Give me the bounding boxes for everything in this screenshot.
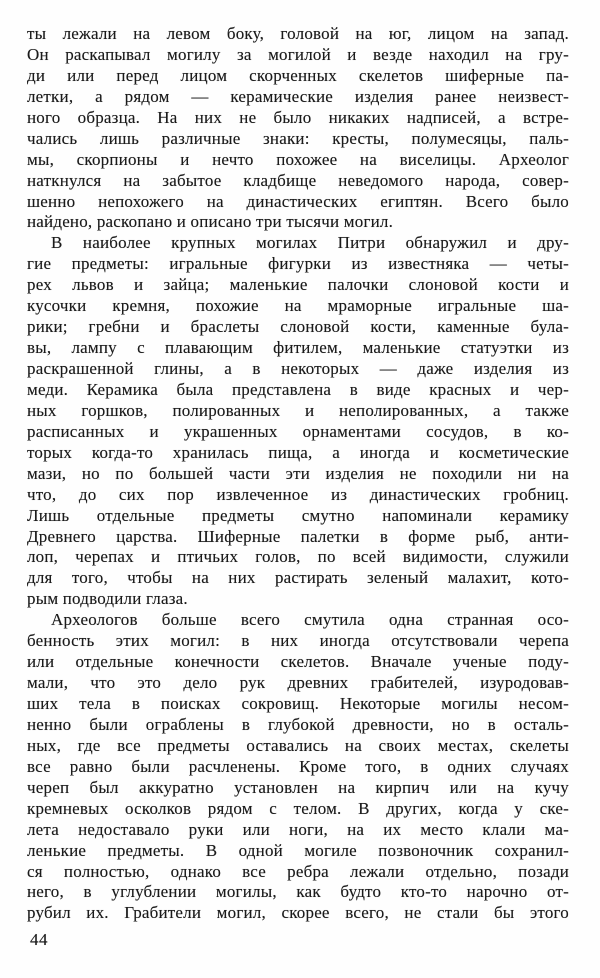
text-line: него, в углублении могилы, как будто кто-то нарочно от- xyxy=(27,882,569,902)
text-line: ся полностью, однако все ребра лежали отдельно, позади xyxy=(27,861,569,881)
text-line: ных, где все предметы оставались на своих местах, скелеты xyxy=(27,735,569,755)
text-line: Он раскапывал могилу за могилой и везде находил на гру- xyxy=(27,44,569,64)
text-line: торых когда-то хранилась пища, а иногда и косметические xyxy=(27,442,569,462)
text-line: раскрашенной глины, а в некоторых — даже изделия из xyxy=(27,359,569,378)
text-line: рубил их. Грабители могил, скорее всего, не стали бы этого xyxy=(27,903,569,923)
text-line: найдено, раскопано и описано три тысячи могил. xyxy=(27,212,394,232)
text-line: бенность этих могил: в них иногда отсутствовали черепа xyxy=(27,631,569,651)
text-line: кусочки кремня, похожие на мраморные игральные ша- xyxy=(27,296,569,316)
text-line: кремневых осколков рядом с телом. В других, когда у ске- xyxy=(27,798,569,818)
text-line: меди. Керамика была представлена в виде красных и чер- xyxy=(27,379,569,399)
text-line: Древнего царства. Шиферные палетки в форме рыб, анти- xyxy=(27,526,569,546)
text-line: В наиболее крупных могилах Питри обнаружил и дру- xyxy=(51,233,569,253)
text-line: или отдельные конечности скелетов. Вначале ученые поду- xyxy=(27,652,569,672)
text-line: рики; гребни и браслеты слоновой кости, каменные була- xyxy=(27,317,569,337)
text-line: ного образца. На них не было никаких надписей, а встре- xyxy=(27,107,569,127)
page-number: 44 xyxy=(30,930,48,949)
text-line: расписанных и украшенных орнаментами сосудов, в ко- xyxy=(27,421,569,441)
text-line: летки, а рядом — керамические изделия ранее неизвест- xyxy=(27,86,569,106)
text-line: ди или перед лицом скорченных скелетов шиферные па- xyxy=(27,65,569,85)
text-line: мали, что это дело рук древних грабителей, изуродовав- xyxy=(27,673,569,693)
text-line: наткнулся на забытое кладбище неведомого народа, совер- xyxy=(27,170,569,190)
text-line: ты лежали на левом боку, головой на юг, лицом на запад. xyxy=(27,24,569,43)
text-line: лоп, черепах и птичьих голов, по всей видимости, служили xyxy=(27,547,569,567)
text-line: Лишь отдельные предметы смутно напоминали керамику xyxy=(27,505,569,525)
text-line: рым подводили глаза. xyxy=(27,589,188,609)
body-text xyxy=(27,24,569,924)
text-line: череп был аккуратно установлен на кирпич или на кучу xyxy=(27,777,569,797)
text-line: ных горшков, полированных и неполированных, а также xyxy=(27,400,569,420)
text-line: чались лишь различные знаки: кресты, полумесяцы, паль- xyxy=(27,128,569,148)
text-line: гие предметы: игральные фигурки из известняка — четы- xyxy=(27,254,569,274)
text-line: вы, лампу с плавающим фитилем, маленькие статуэтки из xyxy=(27,338,569,358)
paragraph xyxy=(27,24,569,233)
paragraph xyxy=(27,610,569,924)
text-line: шенно непохожего на династических египтян. Всего было xyxy=(27,191,569,211)
text-line: мы, скорпионы и нечто похожее на виселицы. Археолог xyxy=(27,149,569,169)
text-line: рех львов и зайца; маленькие палочки слоновой кости и xyxy=(27,275,569,295)
text-line: Археологов больше всего смутила одна странная осо- xyxy=(51,610,569,630)
text-line: лета недоставало руки или ноги, на их место клали ма- xyxy=(27,819,569,839)
text-line: что, до сих пор извлеченное из династических гробниц. xyxy=(27,484,569,504)
text-line: ленькие предметы. В одной могиле позвоночник сохранил- xyxy=(27,840,569,860)
text-line: мази, но по большей части эти изделия не походили ни на xyxy=(27,463,569,483)
text-line: ших тела в поисках сокровищ. Некоторые могилы несом- xyxy=(27,694,569,713)
text-line: все равно были расчленены. Кроме того, в одних случаях xyxy=(27,756,569,776)
text-line: ненно были ограблены в глубокой древности, но в осталь- xyxy=(27,714,569,734)
text-line: для того, чтобы на них растирать зеленый малахит, кото- xyxy=(27,568,569,588)
paragraph xyxy=(27,233,569,610)
